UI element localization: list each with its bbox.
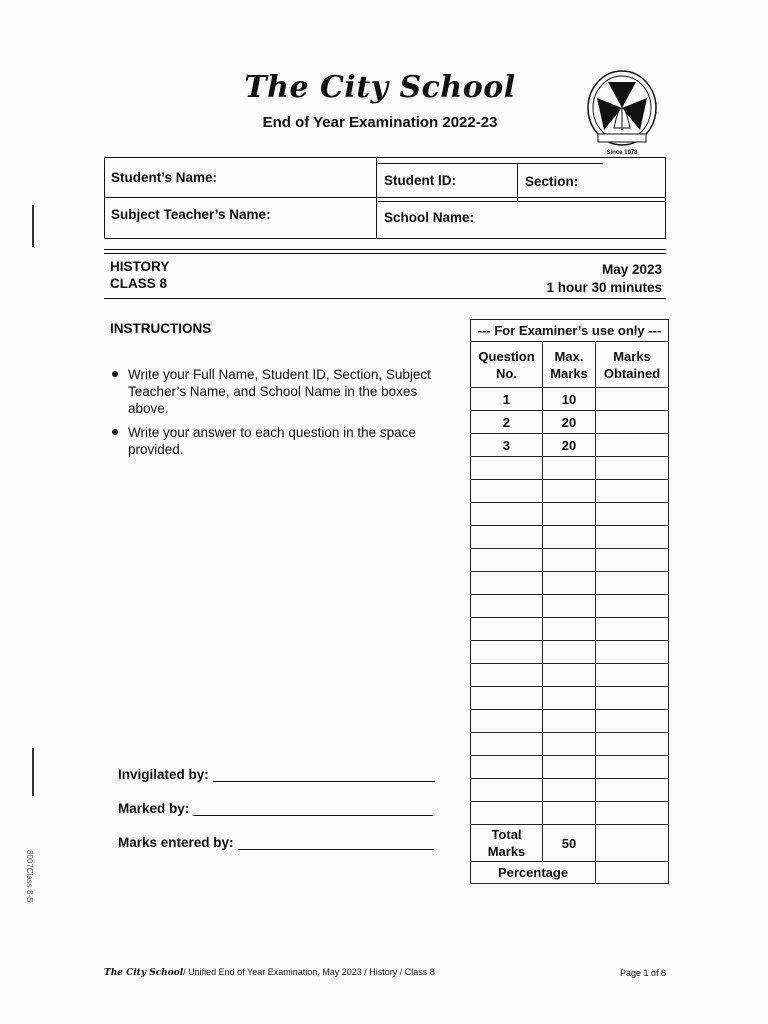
max-marks-cell[interactable] bbox=[543, 687, 596, 710]
marks-obtained-cell[interactable] bbox=[596, 595, 669, 618]
question-number-cell[interactable] bbox=[471, 802, 543, 825]
question-number-cell[interactable] bbox=[471, 641, 543, 664]
marked-by-line[interactable] bbox=[193, 803, 433, 816]
marks-obtained-cell[interactable] bbox=[596, 457, 669, 480]
student-box-bottom-separator bbox=[378, 201, 665, 202]
student-id-label: Student ID: bbox=[384, 173, 456, 188]
max-marks-cell[interactable] bbox=[543, 618, 596, 641]
question-number: 1 bbox=[471, 388, 543, 411]
max-marks-cell[interactable] bbox=[543, 572, 596, 595]
empty-score-row bbox=[471, 526, 669, 549]
marks-obtained-cell[interactable] bbox=[596, 388, 669, 411]
marks-obtained-cell[interactable] bbox=[596, 480, 669, 503]
total-obtained-cell[interactable] bbox=[596, 825, 669, 862]
school-name: The City School bbox=[244, 70, 516, 105]
max-marks-cell[interactable] bbox=[543, 595, 596, 618]
question-number-cell[interactable] bbox=[471, 572, 543, 595]
invigilated-by-field[interactable] bbox=[118, 767, 435, 782]
empty-score-row bbox=[471, 664, 669, 687]
max-marks-cell[interactable] bbox=[543, 664, 596, 687]
max-marks-cell[interactable] bbox=[543, 480, 596, 503]
empty-score-row bbox=[471, 733, 669, 756]
exam-duration: 1 hour 30 minutes bbox=[546, 280, 662, 295]
total-max-marks: 50 bbox=[543, 825, 596, 862]
total-marks-label: Total Marks bbox=[471, 825, 543, 862]
instructions-list bbox=[110, 366, 435, 465]
empty-score-row bbox=[471, 710, 669, 733]
marked-by-field[interactable] bbox=[118, 801, 433, 816]
marks-obtained-cell[interactable] bbox=[596, 664, 669, 687]
footer-description: / Unified End of Year Examination, May 2023 / History / Class 8 bbox=[183, 967, 435, 977]
examiner-table-title: --- For Examiner’s use only --- bbox=[471, 320, 669, 342]
max-marks-cell[interactable] bbox=[543, 503, 596, 526]
student-box-vline-1 bbox=[376, 157, 377, 238]
invigilated-by-line[interactable] bbox=[213, 769, 435, 782]
empty-score-row bbox=[471, 641, 669, 664]
subject-label: HISTORY bbox=[110, 259, 170, 274]
empty-score-row bbox=[471, 687, 669, 710]
max-marks: 20 bbox=[543, 411, 596, 434]
question-number-cell[interactable] bbox=[471, 664, 543, 687]
question-number-cell[interactable] bbox=[471, 457, 543, 480]
marks-obtained-cell[interactable] bbox=[596, 710, 669, 733]
max-marks-cell[interactable] bbox=[543, 549, 596, 572]
student-box-vline-2 bbox=[517, 163, 518, 201]
max-marks: 20 bbox=[543, 434, 596, 457]
question-number-cell[interactable] bbox=[471, 710, 543, 733]
marks-obtained-cell[interactable] bbox=[596, 572, 669, 595]
marks-obtained-cell[interactable] bbox=[596, 411, 669, 434]
school-logo-icon bbox=[584, 68, 660, 160]
examiner-table bbox=[470, 319, 669, 884]
side-margin-text: 8007Class 8-S bbox=[25, 850, 34, 903]
marks-obtained-cell[interactable] bbox=[596, 733, 669, 756]
bullet-icon bbox=[112, 371, 118, 377]
question-number-cell[interactable] bbox=[471, 526, 543, 549]
class-label: CLASS 8 bbox=[110, 276, 168, 291]
teacher-name-label: Subject Teacher’s Name: bbox=[111, 207, 271, 222]
empty-score-row bbox=[471, 549, 669, 572]
exam-title: End of Year Examination 2022-23 bbox=[262, 114, 498, 131]
marks-obtained-cell[interactable] bbox=[596, 618, 669, 641]
question-number-cell[interactable] bbox=[471, 733, 543, 756]
school-name-label: School Name: bbox=[384, 210, 475, 225]
marks-obtained-cell[interactable] bbox=[596, 434, 669, 457]
question-number-cell[interactable] bbox=[471, 503, 543, 526]
marks-entered-by-label: Marks entered by: bbox=[118, 835, 234, 850]
marked-by-label: Marked by: bbox=[118, 801, 190, 816]
empty-score-row bbox=[471, 480, 669, 503]
marks-obtained-cell[interactable] bbox=[596, 641, 669, 664]
max-marks-cell[interactable] bbox=[543, 779, 596, 802]
question-number: 2 bbox=[471, 411, 543, 434]
paper-info-top-rule-2 bbox=[104, 253, 666, 254]
empty-score-row bbox=[471, 595, 669, 618]
col-question-no: Question No. bbox=[471, 342, 543, 388]
invigilated-by-label: Invigilated by: bbox=[118, 767, 209, 782]
percentage-label: Percentage bbox=[471, 862, 596, 884]
exam-date: May 2023 bbox=[601, 262, 662, 277]
empty-score-row bbox=[471, 457, 669, 480]
max-marks-cell[interactable] bbox=[543, 756, 596, 779]
paper-info-top-rule bbox=[104, 249, 666, 250]
question-number-cell[interactable] bbox=[471, 595, 543, 618]
margin-mark bbox=[32, 205, 34, 247]
instruction-item bbox=[110, 366, 435, 417]
question-number-cell[interactable] bbox=[471, 756, 543, 779]
footer-brand: The City School bbox=[104, 968, 184, 978]
page-number: Page 1 of 8 bbox=[620, 968, 667, 978]
empty-score-row bbox=[471, 572, 669, 595]
marks-obtained-cell[interactable] bbox=[596, 756, 669, 779]
max-marks-cell[interactable] bbox=[543, 733, 596, 756]
marks-entered-by-field[interactable] bbox=[118, 835, 434, 850]
instruction-text: Write your Full Name, Student ID, Section, Subject Teacher’s Name, and School Name in the boxes above. bbox=[128, 367, 431, 416]
bullet-icon bbox=[112, 429, 118, 435]
question-number-cell[interactable] bbox=[471, 480, 543, 503]
max-marks-cell[interactable] bbox=[543, 526, 596, 549]
student-box-top-row-separator bbox=[378, 163, 603, 164]
marks-obtained-cell[interactable] bbox=[596, 687, 669, 710]
student-name-label: Student’s Name: bbox=[111, 170, 218, 185]
marks-obtained-cell[interactable] bbox=[596, 779, 669, 802]
question-number-cell[interactable] bbox=[471, 618, 543, 641]
marks-obtained-cell[interactable] bbox=[596, 802, 669, 825]
percentage-cell[interactable] bbox=[596, 862, 669, 884]
question-number: 3 bbox=[471, 434, 543, 457]
logo-since-text: Since 1978 bbox=[606, 150, 638, 156]
marks-entered-by-line[interactable] bbox=[238, 837, 434, 850]
col-marks-obtained: Marks Obtained bbox=[596, 342, 669, 388]
empty-score-row bbox=[471, 779, 669, 802]
paper-info-bottom-rule bbox=[104, 298, 666, 299]
empty-score-row bbox=[471, 503, 669, 526]
score-row bbox=[471, 434, 669, 457]
empty-score-row bbox=[471, 756, 669, 779]
max-marks-cell[interactable] bbox=[543, 457, 596, 480]
marks-obtained-cell[interactable] bbox=[596, 549, 669, 572]
margin-mark bbox=[32, 748, 34, 796]
marks-obtained-cell[interactable] bbox=[596, 526, 669, 549]
question-number-cell[interactable] bbox=[471, 549, 543, 572]
col-max-marks: Max. Marks bbox=[543, 342, 596, 388]
student-box-top-row-divider bbox=[104, 197, 665, 198]
empty-score-row bbox=[471, 618, 669, 641]
section-label: Section: bbox=[525, 174, 579, 189]
instruction-text: Write your answer to each question in the space provided. bbox=[128, 425, 416, 457]
marks-obtained-cell[interactable] bbox=[596, 503, 669, 526]
max-marks-cell[interactable] bbox=[543, 641, 596, 664]
footer-text bbox=[104, 967, 435, 978]
question-number-cell[interactable] bbox=[471, 687, 543, 710]
question-number-cell[interactable] bbox=[471, 779, 543, 802]
instructions-heading: INSTRUCTIONS bbox=[110, 321, 212, 336]
instruction-item bbox=[110, 424, 435, 458]
max-marks-cell[interactable] bbox=[543, 802, 596, 825]
score-row bbox=[471, 388, 669, 411]
max-marks: 10 bbox=[543, 388, 596, 411]
score-row bbox=[471, 411, 669, 434]
max-marks-cell[interactable] bbox=[543, 710, 596, 733]
empty-score-row bbox=[471, 802, 669, 825]
